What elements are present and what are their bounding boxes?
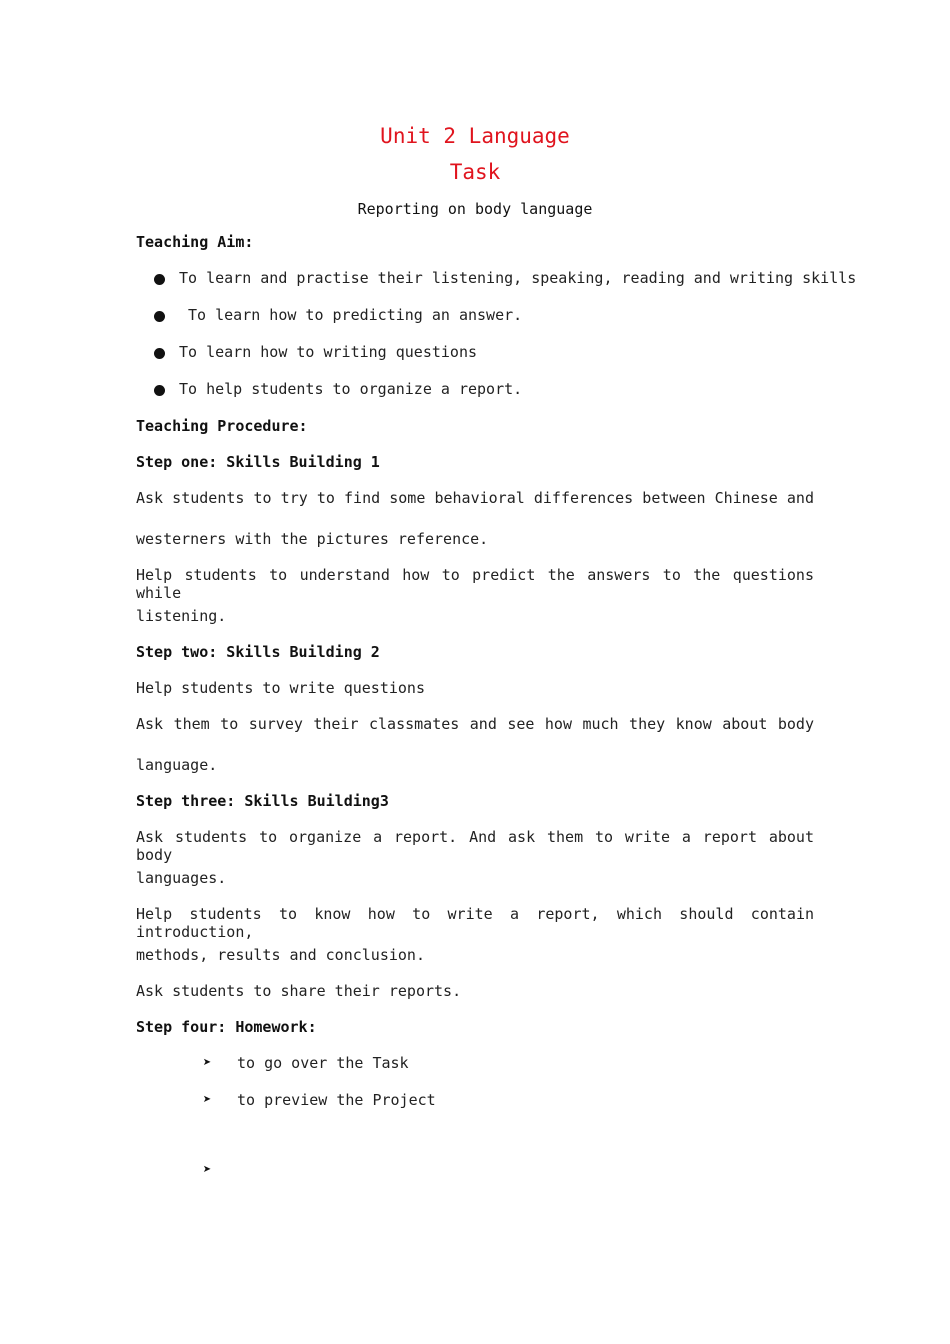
- aim-item-1: To learn and practise their listening, speaking, reading and writing skills: [179, 269, 857, 287]
- aim-item-3: To learn how to writing questions: [179, 343, 478, 361]
- step-three-paragraph-1-line-2: languages.: [136, 869, 227, 887]
- step-two-paragraph-1: Help students to write questions: [136, 679, 425, 697]
- step-four-heading: Step four: Homework:: [136, 1018, 317, 1036]
- bullet-icon: [154, 270, 166, 282]
- step-one-paragraph-2-line-2: listening.: [136, 607, 227, 625]
- step-one-heading: Step one: Skills Building 1: [136, 453, 380, 471]
- step-two-paragraph-2-line-2: language.: [136, 756, 218, 774]
- title-line-1: Unit 2 Language: [380, 124, 570, 148]
- subtitle: Reporting on body language: [357, 200, 593, 218]
- title-line-2: Task: [449, 160, 501, 184]
- step-three-paragraph-2-line-1: Help students to know how to write a report, which should contain introduction,: [136, 905, 814, 941]
- step-one-paragraph-2-line-1: Help students to understand how to predict the answers to the questions while: [136, 566, 814, 602]
- step-one-paragraph-1-line-2: westerners with the pictures reference.: [136, 530, 489, 548]
- step-three-paragraph-1-line-1: Ask students to organize a report. And ask them to write a report about body: [136, 828, 814, 864]
- bullet-icon: [154, 381, 166, 393]
- step-two-heading: Step two: Skills Building 2: [136, 643, 380, 661]
- arrow-bullet-icon: ➤: [203, 1055, 212, 1071]
- step-two-paragraph-2-line-1: Ask them to survey their classmates and see how much they know about body: [136, 715, 814, 733]
- step-three-paragraph-3: Ask students to share their reports.: [136, 982, 462, 1000]
- aim-item-2: To learn how to predicting an answer.: [179, 306, 523, 324]
- arrow-bullet-icon: ➤: [203, 1162, 212, 1178]
- bullet-icon: [154, 307, 166, 319]
- step-three-heading: Step three: Skills Building3: [136, 792, 389, 810]
- teaching-aim-heading: Teaching Aim:: [136, 233, 254, 251]
- homework-item-2: to preview the Project: [237, 1091, 436, 1109]
- bullet-icon: [154, 344, 166, 356]
- step-three-paragraph-2-line-2: methods, results and conclusion.: [136, 946, 425, 964]
- arrow-bullet-icon: ➤: [203, 1092, 212, 1108]
- aim-item-4: To help students to organize a report.: [179, 380, 523, 398]
- step-one-paragraph-1-line-1: Ask students to try to find some behavioral differences between Chinese and: [136, 489, 814, 507]
- homework-item-1: to go over the Task: [237, 1054, 409, 1072]
- teaching-procedure-heading: Teaching Procedure:: [136, 417, 308, 435]
